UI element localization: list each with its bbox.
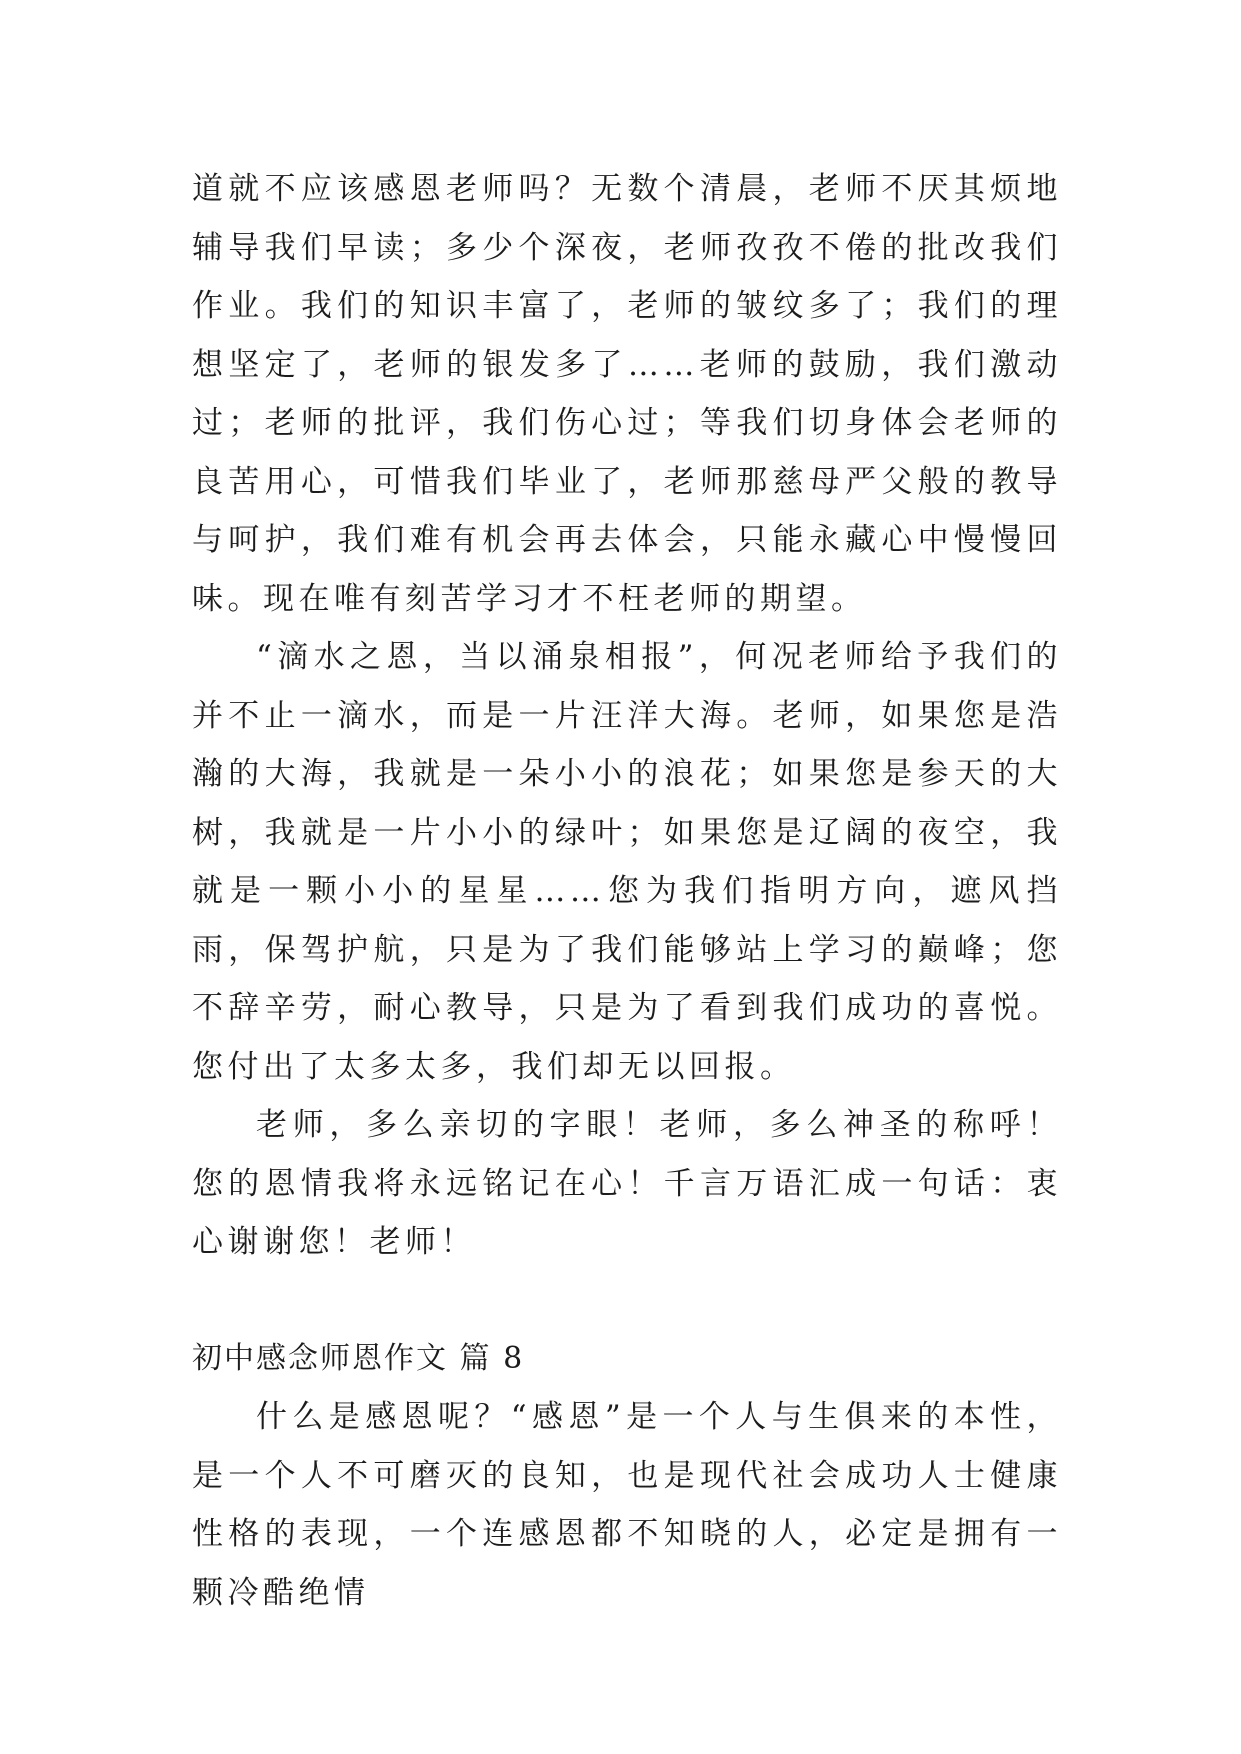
- document-body: [192, 160, 1062, 1622]
- section-heading: 初中感念师恩作文 篇 8: [192, 1340, 525, 1376]
- paragraph-2: “滴水之恩，当以涌泉相报”，何况老师给予我们的并不止一滴水，而是一片汪洋大海。老师，如果您是浩瀚的大海，我就是一朵小小的浪花；如果您是参天的大树，我就是一片小小的绿叶；如果您是辽阔的夜空，我就是一颗小小的星星……您为我们指明方向，遮风挡雨，保驾护航，只是为了我们能够站上学习的巅峰；您不辞辛劳，耐心教导，只是为了看到我们成功的喜悦。您付出了太多太多，我们却无以回报。: [192, 639, 1062, 1085]
- paragraph-1: 道就不应该感恩老师吗？无数个清晨，老师不厌其烦地辅导我们早读；多少个深夜，老师孜孜不倦的批改我们作业。我们的知识丰富了，老师的皱纹多了；我们的理想坚定了，老师的银发多了……老师的鼓励，我们激动过；老师的批评，我们伤心过；等我们切身体会老师的良苦用心，可惜我们毕业了，老师那慈母严父般的教导与呵护，我们难有机会再去体会，只能永藏心中慢慢回味。现在唯有刻苦学习才不枉老师的期望。: [192, 171, 1062, 617]
- paragraph-4: 什么是感恩呢？“感恩”是一个人与生俱来的本性，是一个人不可磨灭的良知，也是现代社会成功人士健康性格的表现，一个连感恩都不知晓的人，必定是拥有一颗冷酷绝情: [192, 1399, 1062, 1611]
- paragraph-3: 老师，多么亲切的字眼！老师，多么神圣的称呼！您的恩情我将永远铭记在心！千言万语汇成一句话：衷心谢谢您！老师！: [192, 1107, 1062, 1260]
